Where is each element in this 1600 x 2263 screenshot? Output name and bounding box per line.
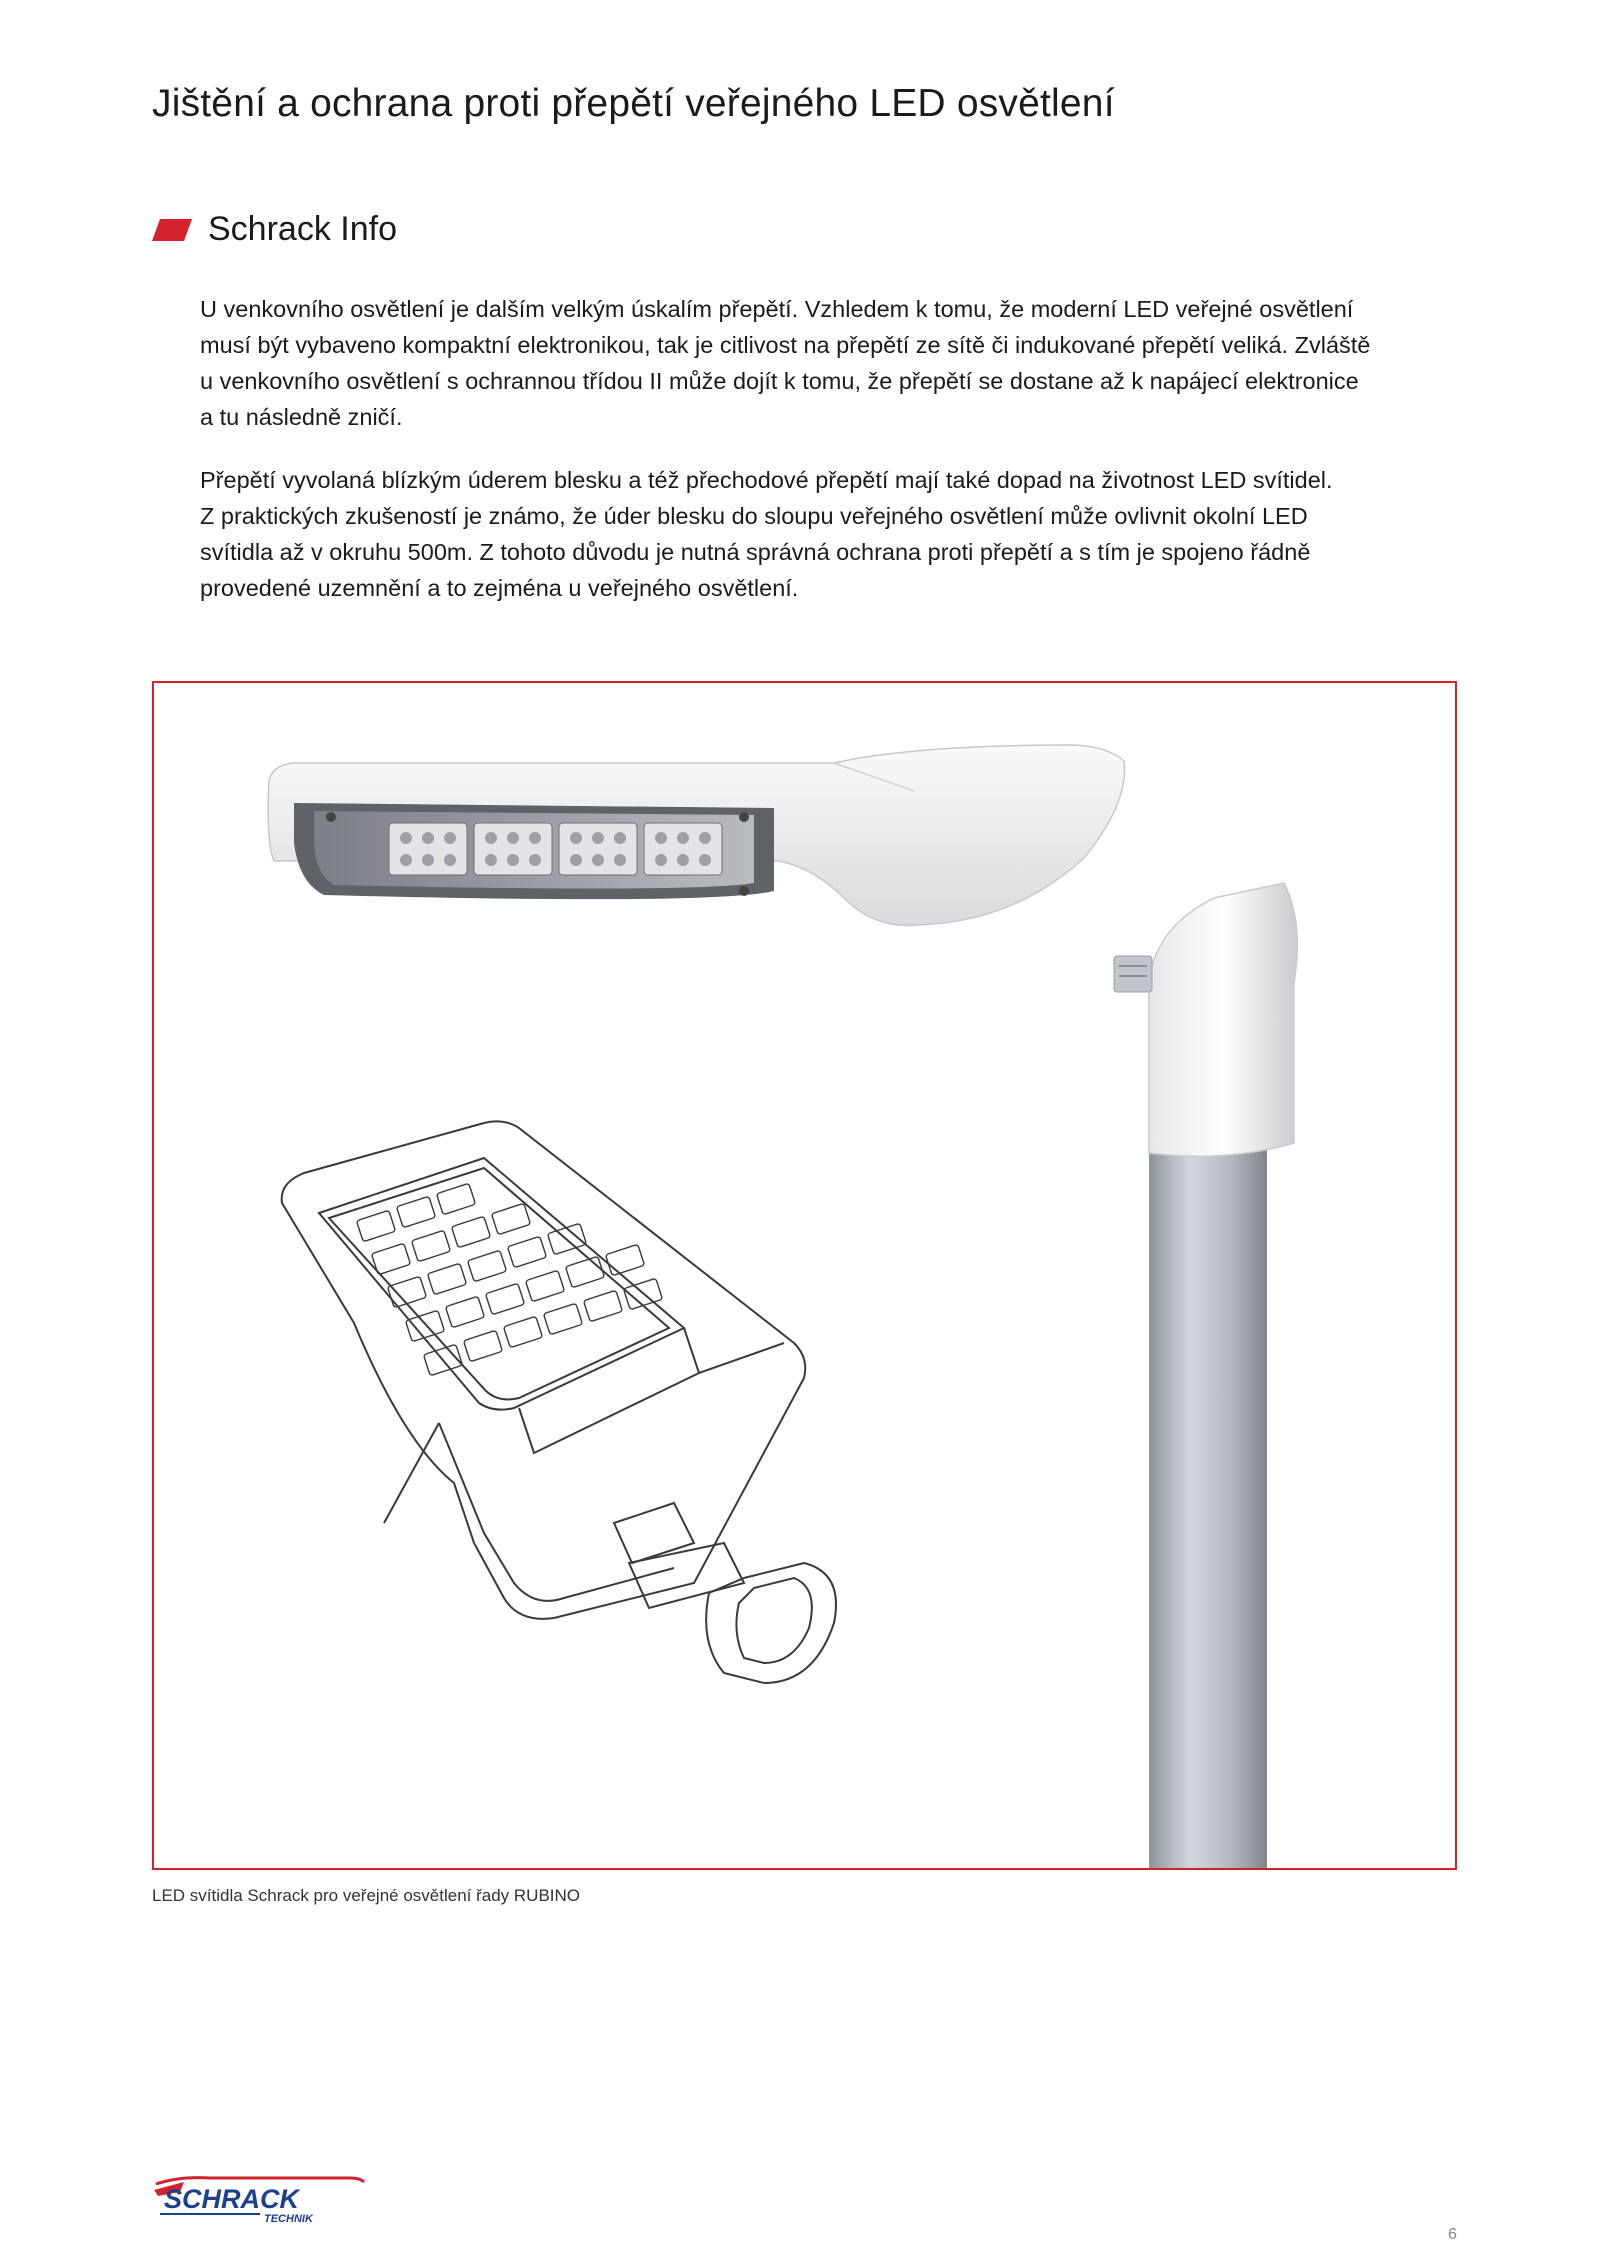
paragraph-1 — [200, 291, 1500, 435]
luminaire-line-drawing — [282, 1121, 836, 1683]
svg-text:TECHNIK: TECHNIK — [264, 2213, 313, 2225]
paragraph-line: U venkovního osvětlení je dalším velkým úskalím přepětí. Vzhledem k tomu, že moderní LED veřejné osvětlení — [200, 296, 1354, 322]
figure-caption: LED svítidla Schrack pro veřejné osvětlení řady RUBINO — [152, 1886, 581, 1905]
luminaire-neck — [1114, 883, 1297, 1156]
schrack-technik-logo — [150, 2170, 370, 2228]
section-heading — [152, 210, 397, 249]
paragraph-2 — [200, 462, 1500, 606]
product-figure — [152, 681, 1457, 1870]
page-number: 6 — [1448, 2226, 1457, 2243]
svg-text:SCHRACK: SCHRACK — [164, 2184, 299, 2214]
page-title: Jištění a ochrana proti přepětí veřejného LED osvětlení — [152, 82, 1115, 125]
paragraph-line: svítidla až v okruhu 500m. Z tohoto důvodu je nutná správná ochrana proti přepětí a s tím je spojeno řádně — [200, 539, 1311, 565]
light-pole — [1149, 1138, 1267, 1868]
street-light-illustration — [154, 683, 1455, 1868]
luminaire-top-photo — [268, 745, 1124, 925]
paragraph-line: Z praktických zkušeností je známo, že úder blesku do sloupu veřejného osvětlení může ovlivnit okolní LED — [200, 503, 1308, 529]
paragraph-line: u venkovního osvětlení s ochrannou třídou II může dojít k tomu, že přepětí se dostane až k napájecí elektronice — [200, 368, 1359, 394]
red-parallelogram-icon — [152, 219, 192, 241]
paragraph-line: a tu následně zničí. — [200, 404, 403, 430]
paragraph-line: provedené uzemnění a to zejména u veřejného osvětlení. — [200, 575, 799, 601]
paragraph-line: musí být vybaveno kompaktní elektronikou, tak je citlivost na přepětí ze sítě či indukované přepětí veliká. Zvláště — [200, 332, 1371, 358]
paragraph-line: Přepětí vyvolaná blízkým úderem blesku a též přechodové přepětí mají také dopad na životnost LED svítidel. — [200, 467, 1333, 493]
section-title: Schrack Info — [208, 210, 397, 248]
